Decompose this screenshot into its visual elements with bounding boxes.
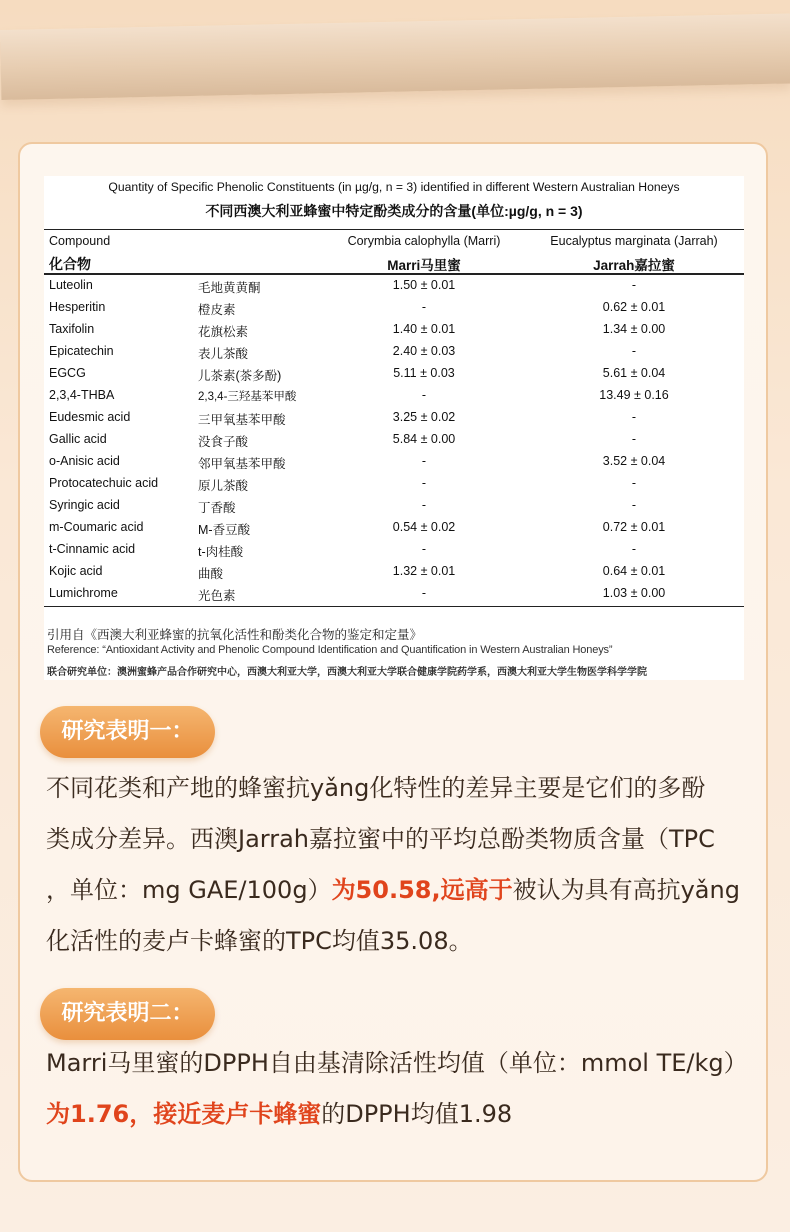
finding-1-line-3-post: 被认为具有高抗yǎng bbox=[512, 876, 740, 904]
table-title-zh: 不同西澳大利亚蜂蜜中特定酚类成分的含量(单位:µg/g, n = 3) bbox=[205, 203, 583, 219]
cell-marri: 1.50 ± 0.01 bbox=[392, 278, 456, 292]
cell-compound-zh: 橙皮素 bbox=[198, 303, 236, 317]
cell-jarrah: 13.49 ± 0.16 bbox=[599, 388, 669, 402]
cell-compound-zh: 三甲氧基苯甲酸 bbox=[198, 413, 286, 427]
finding-1-badge: 研究表明一： bbox=[40, 706, 215, 758]
reference-zh: 引用自《西澳大利亚蜂蜜的抗氧化活性和酚类化合物的鉴定和定量》 bbox=[47, 628, 423, 642]
cell-compound-en: 2,3,4-THBA bbox=[49, 388, 115, 402]
finding-2-text bbox=[46, 1038, 746, 1140]
cell-marri: 3.25 ± 0.02 bbox=[392, 410, 456, 424]
table-row bbox=[44, 540, 744, 562]
cell-jarrah: 5.61 ± 0.04 bbox=[602, 366, 666, 380]
header-rule bbox=[44, 273, 744, 275]
cell-compound-zh: M-香豆酸 bbox=[198, 523, 251, 537]
cell-compound-en: m-Coumaric acid bbox=[49, 520, 144, 534]
table-row bbox=[44, 452, 744, 474]
table-row bbox=[44, 276, 744, 298]
cell-compound-en: Lumichrome bbox=[49, 586, 118, 600]
cell-marri: 1.40 ± 0.01 bbox=[392, 322, 456, 336]
cell-jarrah: 0.62 ± 0.01 bbox=[602, 300, 666, 314]
cell-jarrah: 0.72 ± 0.01 bbox=[602, 520, 666, 534]
cell-compound-zh: 花旗松素 bbox=[198, 325, 249, 339]
cell-compound-zh: 光色素 bbox=[198, 589, 236, 603]
table-row bbox=[44, 342, 744, 364]
cell-marri: 2.40 ± 0.03 bbox=[392, 344, 456, 358]
cell-compound-en: Epicatechin bbox=[49, 344, 114, 358]
cell-compound-en: Taxifolin bbox=[49, 322, 95, 336]
cell-compound-zh: 丁香酸 bbox=[198, 501, 236, 515]
finding-2-line-2 bbox=[46, 1089, 746, 1140]
table-row bbox=[44, 496, 744, 518]
cell-marri: - bbox=[421, 542, 427, 556]
cell-compound-en: t-Cinnamic acid bbox=[49, 542, 136, 556]
finding-1-line-3 bbox=[46, 865, 746, 916]
cell-jarrah: - bbox=[631, 432, 637, 446]
header-jarrah-en: Eucalyptus marginata (Jarrah) bbox=[550, 234, 718, 248]
cell-marri: - bbox=[421, 454, 427, 468]
cell-compound-zh: 毛地黄黄酮 bbox=[198, 281, 261, 295]
cell-marri: - bbox=[421, 388, 427, 402]
cell-compound-zh: 2,3,4-三羟基苯甲酸 bbox=[198, 391, 297, 403]
cell-compound-zh: 表儿茶酸 bbox=[198, 347, 249, 361]
table-title-en: Quantity of Specific Phenolic Constituents (in µg/g, n = 3) identified in different Western Australian Honeys bbox=[108, 180, 680, 194]
cell-marri: - bbox=[421, 586, 427, 600]
cell-jarrah: 1.03 ± 0.00 bbox=[602, 586, 666, 600]
table-top-rule bbox=[44, 229, 744, 230]
cell-marri: 0.54 ± 0.02 bbox=[392, 520, 456, 534]
cell-compound-en: Gallic acid bbox=[49, 432, 107, 446]
cell-marri: - bbox=[421, 476, 427, 490]
table-row bbox=[44, 298, 744, 320]
cell-jarrah: - bbox=[631, 542, 637, 556]
finding-1-text bbox=[46, 763, 746, 967]
cell-jarrah: 0.64 ± 0.01 bbox=[602, 564, 666, 578]
cell-compound-en: o-Anisic acid bbox=[49, 454, 120, 468]
cell-compound-zh: 原儿茶酸 bbox=[198, 479, 249, 493]
cell-compound-zh: t-肉桂酸 bbox=[198, 545, 244, 559]
table-row bbox=[44, 386, 744, 408]
finding-1-highlight: 为50.58,远高于 bbox=[331, 876, 513, 904]
table-row bbox=[44, 474, 744, 496]
header-jarrah-zh: Jarrah嘉拉蜜 bbox=[593, 258, 675, 273]
cell-jarrah: - bbox=[631, 498, 637, 512]
cell-compound-en: Protocatechuic acid bbox=[49, 476, 159, 490]
cell-jarrah: - bbox=[631, 278, 637, 292]
cell-marri: 1.32 ± 0.01 bbox=[392, 564, 456, 578]
header-marri-en: Corymbia calophylla (Marri) bbox=[347, 234, 501, 248]
table-row bbox=[44, 364, 744, 386]
header-marri-zh: Marri马里蜜 bbox=[387, 258, 461, 273]
cell-compound-zh: 儿茶素(茶多酚) bbox=[198, 369, 282, 383]
header-compound-zh: 化合物 bbox=[49, 256, 91, 272]
decorative-ribbon bbox=[0, 13, 790, 100]
table-row bbox=[44, 518, 744, 540]
reference-en: Reference: “Antioxidant Activity and Phenolic Compound Identification and Quantification in Western Australian Honeys” bbox=[47, 644, 613, 656]
cell-marri: 5.84 ± 0.00 bbox=[392, 432, 456, 446]
finding-2-badge: 研究表明二： bbox=[40, 988, 215, 1040]
table-row bbox=[44, 584, 744, 606]
finding-1-line-4: 化活性的麦卢卡蜂蜜的TPC均值35.08。 bbox=[46, 927, 473, 955]
cell-compound-zh: 曲酸 bbox=[198, 567, 224, 581]
table-row bbox=[44, 320, 744, 342]
cell-marri: - bbox=[421, 498, 427, 512]
phenolic-table-panel bbox=[44, 176, 744, 680]
table-row bbox=[44, 408, 744, 430]
table-row bbox=[44, 562, 744, 584]
cell-compound-en: Luteolin bbox=[49, 278, 93, 292]
cell-jarrah: - bbox=[631, 344, 637, 358]
table-row bbox=[44, 430, 744, 452]
finding-2-line-2-post: 的DPPH均值1.98 bbox=[321, 1100, 513, 1128]
cell-jarrah: - bbox=[631, 410, 637, 424]
cell-compound-en: Syringic acid bbox=[49, 498, 120, 512]
cell-marri: - bbox=[421, 300, 427, 314]
cell-compound-zh: 没食子酸 bbox=[198, 435, 249, 449]
finding-1-line-2: 类成分差异。西澳Jarrah嘉拉蜜中的平均总酚类物质含量（TPC bbox=[46, 825, 715, 853]
finding-1-line-1: 不同花类和产地的蜂蜜抗yǎng化特性的差异主要是它们的多酚 bbox=[46, 774, 706, 802]
cell-compound-en: Kojic acid bbox=[49, 564, 103, 578]
cell-jarrah: 3.52 ± 0.04 bbox=[602, 454, 666, 468]
cell-marri: 5.11 ± 0.03 bbox=[393, 366, 455, 380]
table-bottom-rule bbox=[44, 606, 744, 607]
research-units: 联合研究单位：澳洲蜜蜂产品合作研究中心，西澳大利亚大学，西澳大利亚大学联合健康学院药学系，西澳大利亚大学生物医学科学学院 bbox=[47, 667, 647, 678]
header-compound-en: Compound bbox=[49, 234, 111, 248]
cell-compound-zh: 邻甲氧基苯甲酸 bbox=[198, 457, 286, 471]
cell-jarrah: 1.34 ± 0.00 bbox=[602, 322, 666, 336]
cell-jarrah: - bbox=[631, 476, 637, 490]
cell-compound-en: EGCG bbox=[49, 366, 86, 380]
finding-2-highlight: 为1.76，接近麦卢卡蜂蜜 bbox=[46, 1100, 322, 1128]
cell-compound-en: Eudesmic acid bbox=[49, 410, 131, 424]
cell-compound-en: Hesperitin bbox=[49, 300, 106, 314]
finding-2-line-1: Marri马里蜜的DPPH自由基清除活性均值（单位：mmol TE/kg） bbox=[46, 1049, 748, 1077]
finding-1-line-3-pre: ，单位：mg GAE/100g） bbox=[46, 876, 332, 904]
